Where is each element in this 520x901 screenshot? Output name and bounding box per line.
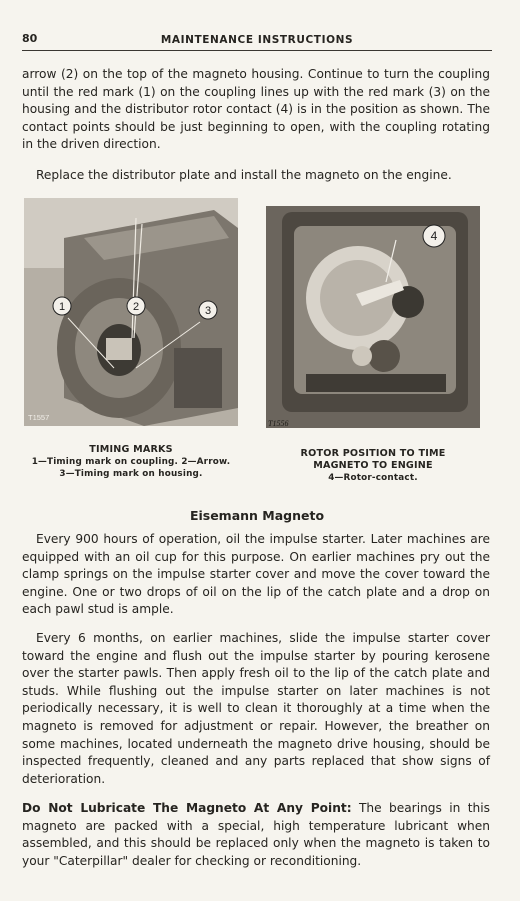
page-header — [22, 32, 492, 50]
running-head: MAINTENANCE INSTRUCTIONS — [160, 34, 354, 46]
figure-code-left: T1557 — [28, 413, 50, 422]
warning-lead: Do Not Lubricate The Magneto At Any Point: — [22, 801, 352, 815]
caption-timing-marks — [20, 444, 242, 480]
page-number: 80 — [22, 32, 38, 45]
rotor-position-photo — [266, 206, 480, 428]
paragraph-900-hours: Every 900 hours of operation, oil the impulse starter. Later machines are equipped with an oil cup for this purpose. On earlier machines pry out the clamp springs on the impulse starter cover and move the cover toward the engine. One or two drops of oil on the lip of the catch plate and a drop on each pawl stud is ample. — [22, 532, 490, 617]
header-rule — [22, 50, 492, 51]
caption-rotor-position — [262, 448, 484, 484]
section-heading: Eisemann Magneto — [189, 508, 325, 523]
callout-2: 2 — [132, 301, 140, 313]
caption-title-right: ROTOR POSITION TO TIME — [300, 448, 446, 459]
figure-code-right: T1556 — [268, 419, 289, 428]
caption-title-right-2: MAGNETO TO ENGINE — [313, 460, 433, 471]
caption-line-right-1: 4—Rotor-contact. — [328, 473, 418, 483]
warning-body: The bearings in this magneto are packed with a special, high temperature lubricant when assembled, and this should be replaced only when the magneto is taken to your "Caterpillar" dealer for checking or reconditioning. — [22, 801, 490, 868]
paragraph-replace-plate: Replace the distributor plate and install the magneto on the engine. — [36, 168, 452, 182]
caption-line-left-2: 3—Timing mark on housing. — [59, 469, 203, 479]
paragraph-do-not-lubricate — [22, 800, 490, 870]
callout-1: 1 — [58, 301, 66, 313]
timing-marks-photo — [24, 198, 238, 426]
callout-3: 3 — [204, 305, 212, 317]
callout-4: 4 — [430, 229, 438, 243]
caption-line-left-1: 1—Timing mark on coupling. 2—Arrow. — [31, 457, 231, 467]
distributor-rotor-illustration — [266, 206, 480, 428]
paragraph-6-months: Every 6 months, on earlier machines, slide the impulse starter cover toward the engine and flush out the impulse starter by pouring kerosene over the starter pawls. Then apply fresh oil to the lip of the catch plate and studs. While flushing out the impulse starter on later machines is not periodically necessary, it is well to clean it thoroughly at a time when the magneto is removed for adjustment or repair. However, the breather on some machines, located underneath the magneto drive housing, should be inspected frequently, cleaned and any parts replaced that show signs of deterioration. — [22, 631, 490, 786]
caption-title-left: TIMING MARKS — [89, 444, 173, 455]
magneto-coupling-illustration — [24, 198, 238, 426]
paragraph-continuation: arrow (2) on the top of the magneto housing. Continue to turn the coupling until the red mark (1) on the coupling lines up with the red mark (3) on the housing and the distributor rotor contact (4) is in the position as shown. The contact points should be just beginning to open, with the coupling rotating in the driven direction. — [22, 67, 490, 152]
